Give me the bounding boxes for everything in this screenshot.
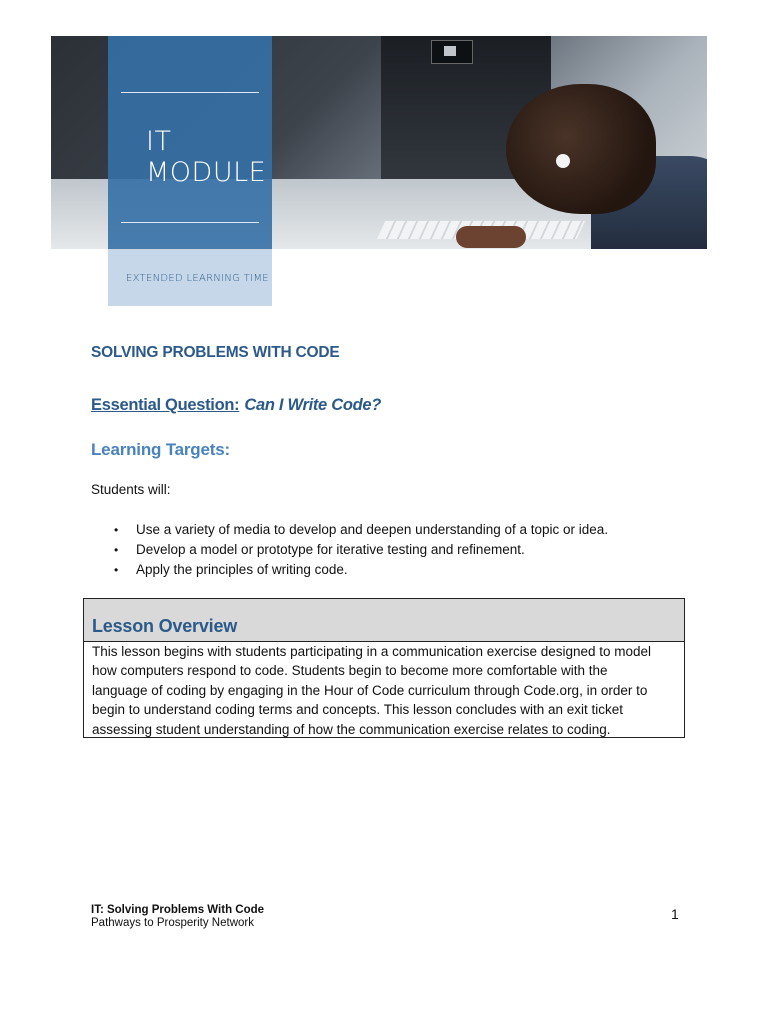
list-item: [114, 540, 608, 560]
module-title: [146, 126, 266, 188]
list-item: [114, 520, 608, 540]
module-title-line1: IT: [146, 126, 172, 157]
lesson-overview-header: [84, 599, 684, 642]
list-item: [114, 560, 608, 580]
page-number: 1: [671, 906, 679, 922]
bullet-icon: •: [114, 563, 119, 577]
lesson-overview-text: [84, 642, 684, 739]
screen-window-graphic: [431, 40, 473, 64]
essential-question-label: Essential Question:: [91, 396, 240, 414]
list-item-text: Develop a model or prototype for iterative testing and refinement.: [136, 542, 525, 557]
overview-line: This lesson begins with students participating in a communication exercise designed to model: [92, 644, 652, 659]
person-head-graphic: [506, 84, 656, 214]
learning-targets-list: [114, 520, 608, 580]
earphone-graphic: [556, 154, 570, 168]
lesson-overview-heading: Lesson Overview: [92, 616, 238, 636]
bullet-icon: •: [114, 523, 119, 537]
extended-learning-label: EXTENDED LEARNING TIME: [126, 273, 269, 284]
footer-network-name: Pathways to Prosperity Network: [91, 917, 254, 929]
document-title: SOLVING PROBLEMS WITH CODE: [91, 344, 340, 361]
overview-line: assessing student understanding of how the communication exercise relates to coding.: [92, 721, 611, 737]
essential-question: [91, 396, 381, 415]
overview-line: begin to understand coding terms and concepts. This lesson concludes with an exit ticket: [92, 702, 624, 718]
essential-question-value: Can I Write Code?: [244, 396, 382, 414]
badge-divider-top: [121, 92, 259, 93]
hand-graphic: [456, 226, 526, 248]
learning-targets-heading: Learning Targets:: [91, 440, 230, 459]
list-item-text: Use a variety of media to develop and deepen understanding of a topic or idea.: [136, 522, 609, 537]
badge-divider-bottom: [121, 222, 259, 223]
overview-line: how computers respond to code. Students begin to become more comfortable with the: [92, 663, 608, 679]
lesson-overview-box: [83, 598, 685, 738]
extended-learning-badge: [108, 249, 272, 306]
bullet-icon: •: [114, 543, 119, 557]
students-will-intro: Students will:: [91, 482, 171, 497]
page-footer: [91, 904, 264, 929]
footer-module-name: IT: Solving Problems With Code: [91, 904, 265, 916]
module-title-line2: MODULE: [146, 157, 267, 188]
overview-line: language of coding by engaging in the Hour of Code curriculum through Code.org, in order to: [92, 682, 648, 698]
list-item-text: Apply the principles of writing code.: [136, 562, 348, 577]
